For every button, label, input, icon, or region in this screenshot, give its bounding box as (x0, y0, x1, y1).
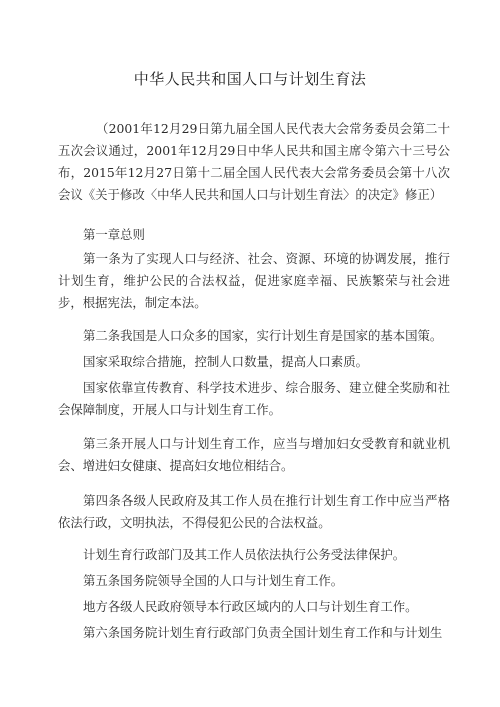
document-title: 中华人民共和国人口与计划生育法 (133, 70, 367, 88)
article-5-paragraph: 第五条国务院领导全国的人口与计划生育工作。 (83, 573, 344, 588)
article-3-paragraph: 第三条开展人口与计划生育工作，应当与增加妇女受教育和就业机会、增进妇女健康、提高妇女地位相结合。 (58, 436, 450, 473)
article-4-paragraph-2: 计划生育行政部门及其工作人员依法执行公务受法律保护。 (83, 547, 406, 562)
article-1-paragraph: 第一条为了实现人口与经济、社会、资源、环境的协调发展，推行计划生育，维护公民的合法权益，促进家庭幸福、民族繁荣与社会进步，根据宪法，制定本法。 (58, 251, 450, 310)
chapter-heading: 第一章总则 (83, 227, 145, 242)
article-5-paragraph-2: 地方各级人民政府领导本行政区域内的人口与计划生育工作。 (83, 599, 418, 614)
article-2-paragraph: 第二条我国是人口众多的国家，实行计划生育是国家的基本国策。 (83, 328, 443, 343)
article-2-paragraph-2: 国家采取综合措施，控制人口数量，提高人口素质。 (83, 354, 368, 369)
article-2-paragraph-3: 国家依靠宣传教育、科学技术进步、综合服务、建立健全奖励和社会保障制度，开展人口与计划生育工作。 (58, 380, 450, 417)
preamble-paragraph: （2001年12月29日第九届全国人民代表大会常务委员会第二十五次会议通过，2001年12月29日中华人民共和国主席令第六十三号公布，2015年12月27日第十二届全国人民代表大会常务委员会第十八次会议《关于修改〈中华人民共和国人口与计划生育法〉的决定》修正） (58, 121, 450, 202)
article-4-paragraph: 第四条各级人民政府及其工作人员在推行计划生育工作中应当严格依法行政，文明执法，不得侵犯公民的合法权益。 (58, 493, 450, 530)
article-6-paragraph: 第六条国务院计划生育行政部门负责全国计划生育工作和与计划生 (83, 625, 443, 640)
